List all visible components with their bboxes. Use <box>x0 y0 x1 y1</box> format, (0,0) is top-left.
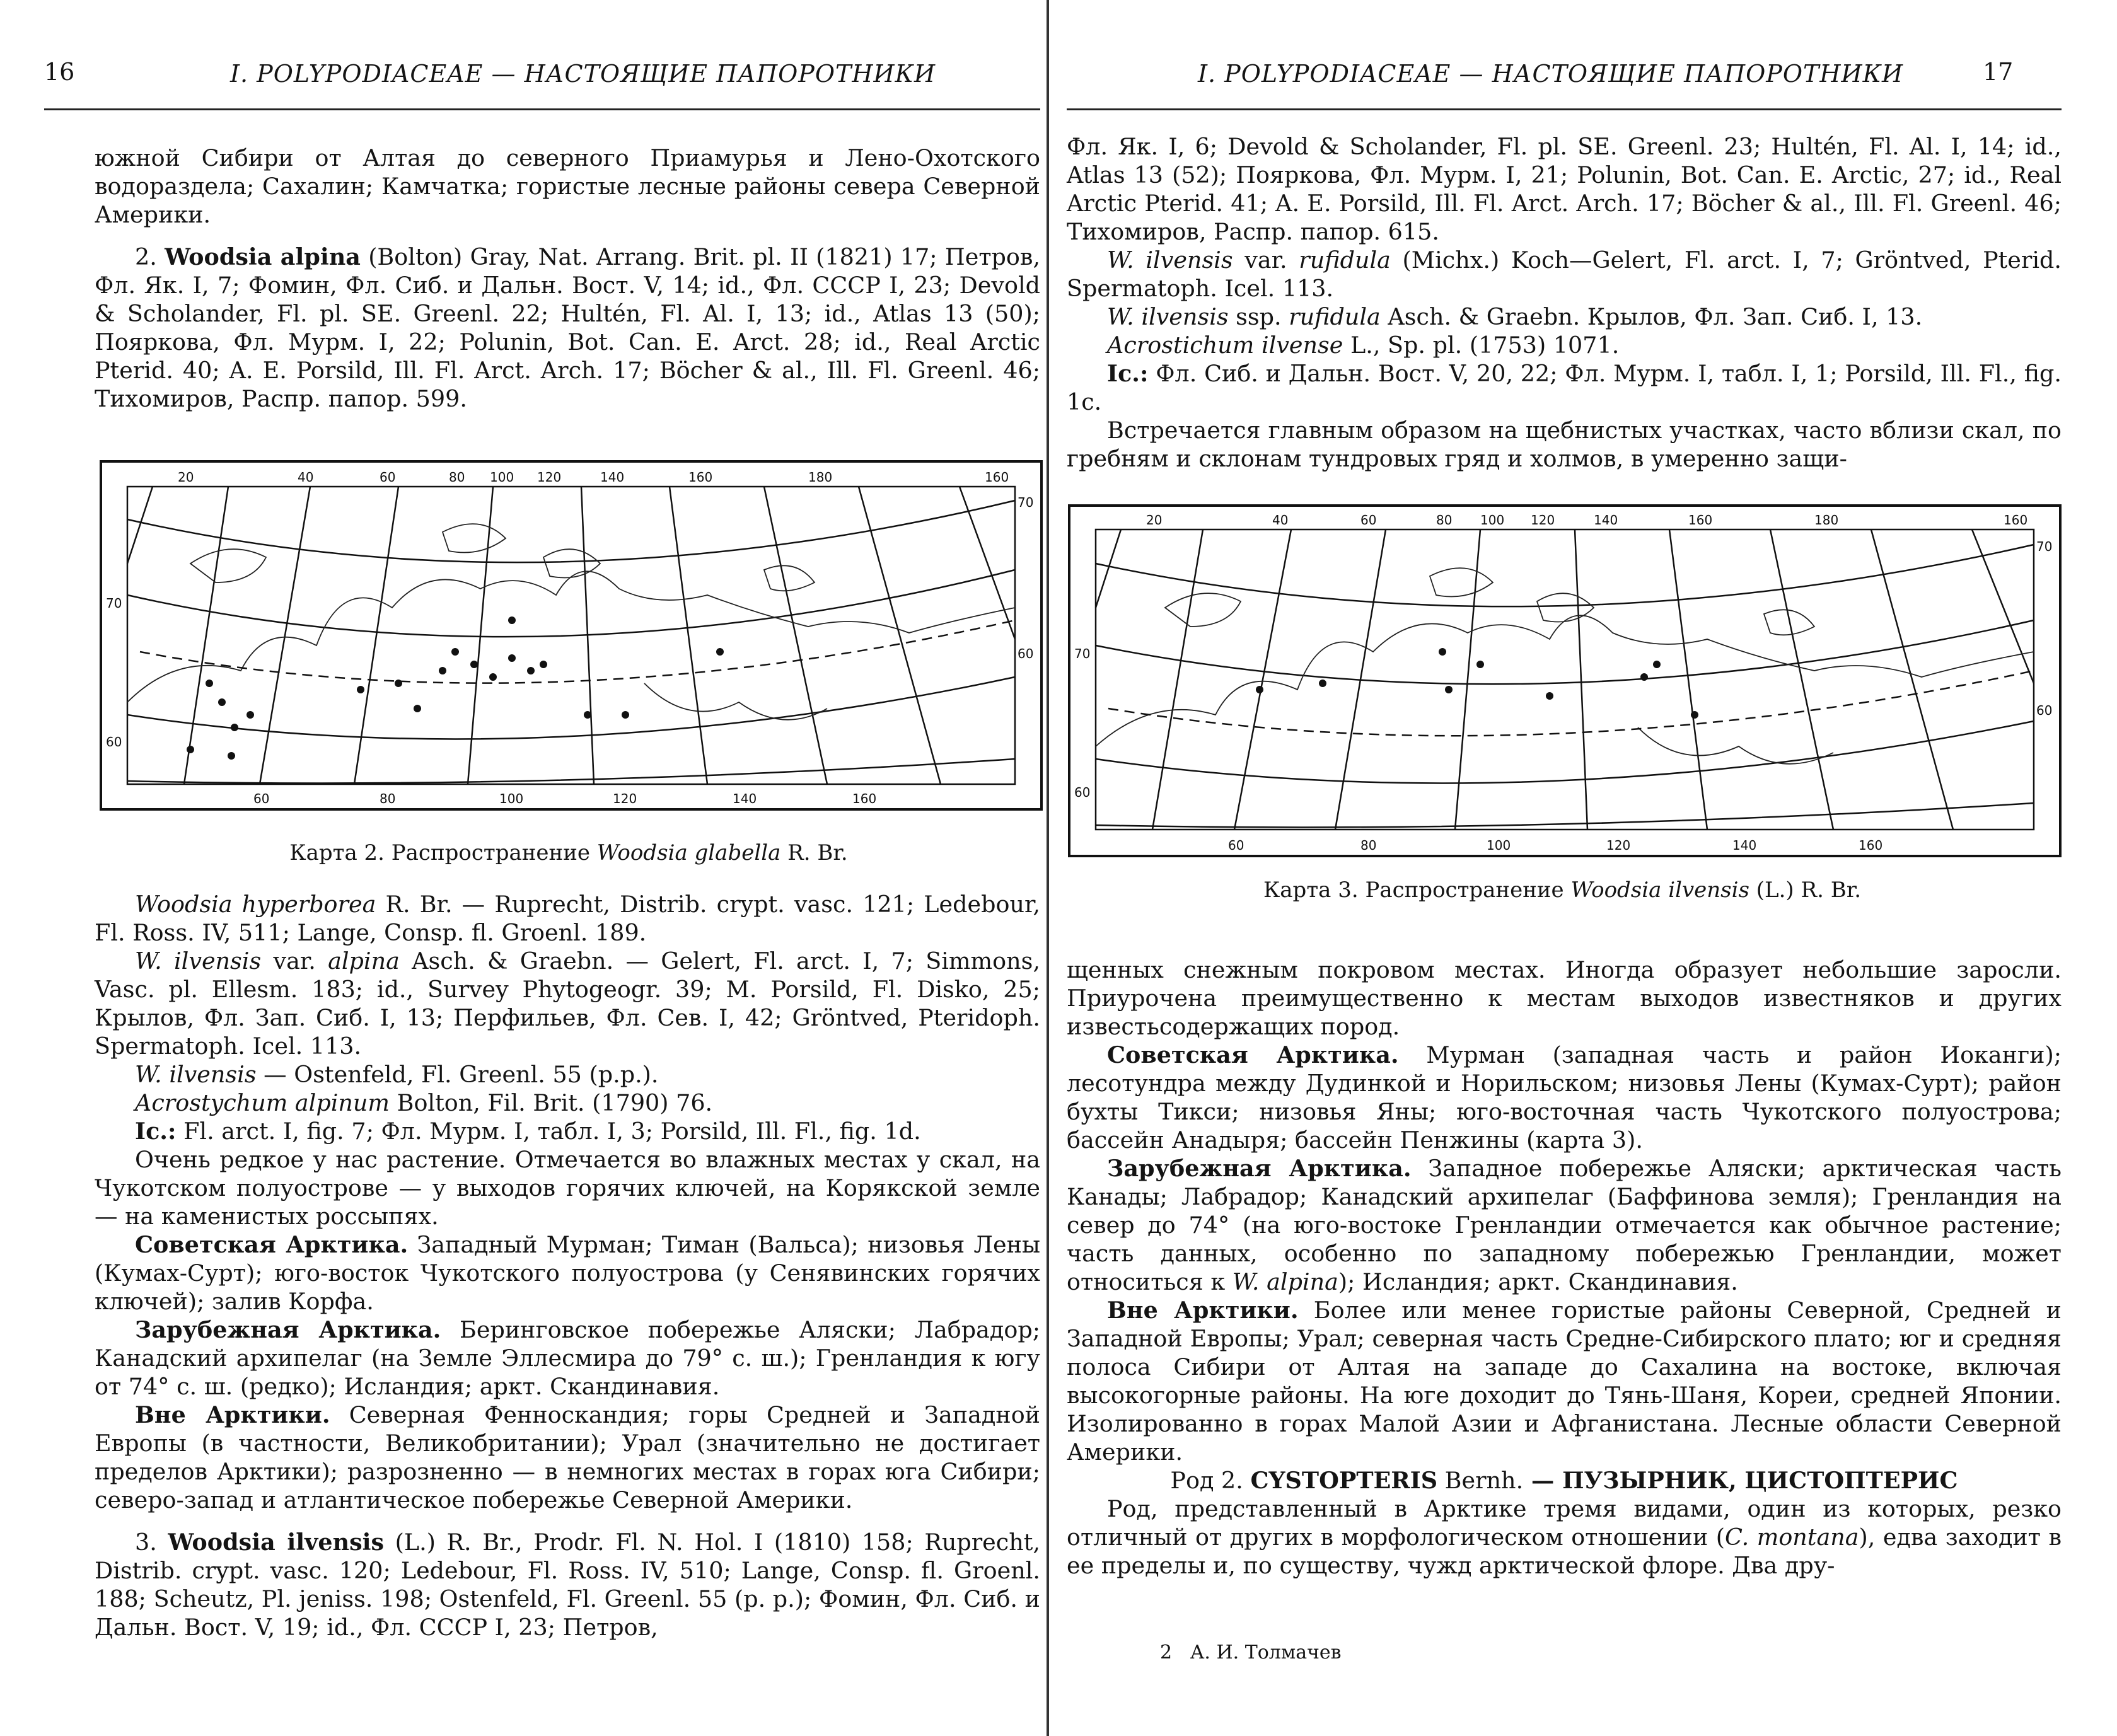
text-block-top <box>1067 132 2062 473</box>
map-label: 60 <box>1228 838 1244 853</box>
synonym: W. ilvensis var. rufidula (Michx.) Koch—Gelert, Fl. arct. I, 7; Gröntved, Pterid. Spermatoph. Icel. 113. <box>1067 246 2062 302</box>
map-label: 70 <box>106 596 122 611</box>
book-gutter <box>1047 0 1049 1736</box>
map-label: 180 <box>808 470 833 485</box>
map-label: 60 <box>380 470 396 485</box>
map-label: 20 <box>178 470 194 485</box>
species-entry: 3. Woodsia ilvensis (L.) R. Br., Prodr. Fl. N. Hol. I (1810) 158; Ruprecht, Distrib. crypt. vasc. 120; Ledebour, Fl. Ross. IV, 510; Lange, Consp. fl. Groenl. 188; Scheutz, Pl. jeniss. 198; Ostenfeld, Fl. Greenl. 55 (p. p.); Фомин, Фл. Сиб. и Дальн. Вост. V, 19; id., Фл. СССР I, 23; Петров, <box>95 1529 1040 1641</box>
distribution-foreign: Зарубежная Арктика. Западное побережье Аляски; арктическая часть Канады; Лабрадор; Канадский архипелаг (Баффинова земля); Гренландия на север до 74° (на юго-востоке Гренландии отмечается как обычное растение; часть данных, особенно по западному побережью Гренландии, может относиться к W. alpina); Исландия; аркт. Скандинавия. <box>1067 1155 2062 1295</box>
synonym: Acrostichum ilvense L., Sp. pl. (1753) 1071. <box>1107 332 1620 359</box>
signature-footer: 2 А. И. Толмачев <box>1160 1641 1342 1664</box>
icones: Ic.: Фл. Сиб. и Дальн. Вост. V, 20, 22; Фл. Мурм. I, табл. I, 1; Porsild, Ill. Fl., fig. 1c. <box>1067 360 2062 415</box>
map-label: 120 <box>613 791 637 806</box>
map-label: 100 <box>499 791 524 806</box>
synonym: Acrostychum alpinum Bolton, Fil. Brit. (1790) 76. <box>135 1089 713 1116</box>
map-label: 70 <box>1074 646 1091 661</box>
distribution-map <box>100 460 1043 811</box>
text-block-bottom <box>95 890 1040 1641</box>
icones: Ic.: Fl. arct. I, fig. 7; Фл. Мурм. I, табл. I, 3; Porsild, Ill. Fl., fig. 1d. <box>135 1118 921 1145</box>
page-number: 16 <box>44 58 75 86</box>
map-label: 140 <box>1594 512 1618 528</box>
map-label: 80 <box>449 470 465 485</box>
species-entry: 2. Woodsia alpina (Bolton) Gray, Nat. Arrang. Brit. pl. II (1821) 17; Петров, Фл. Як. I, 7; Фомин, Фл. Сиб. и Дальн. Вост. V, 14; id., Фл. СССР I, 23; Devold & Scholander, Fl. pl. SE. Greenl. 22; Hultén, Fl. Al. I, 13; id., Atlas 13 (50); Пояркова, Фл. Мурм. I, 22; Polunin, Bot. Can. E. Arct. 28; id., Real Arctic Pterid. 40; A. E. Porsild, Ill. Fl. Arct. Arch. 17; Böcher & al., Ill. Fl. Greenl. 46; Тихомиров, Распр. папор. 599. <box>95 243 1040 412</box>
map-label: 160 <box>688 470 713 485</box>
map-label: 120 <box>1531 512 1555 528</box>
map-label: 80 <box>1436 512 1453 528</box>
header-rule <box>44 108 1040 110</box>
map-label: 160 <box>985 470 1009 485</box>
page-number: 17 <box>1983 58 2014 86</box>
map-label: 100 <box>490 470 514 485</box>
map-label: 160 <box>852 791 877 806</box>
map-graphic <box>102 463 1040 808</box>
paragraph: южной Сибири от Алтая до северного Приамурья и Лено-Охотского водораздела; Сахалин; Камчатка; гористые лесные районы севера Северной Америки. <box>95 144 1040 228</box>
map-caption: Карта 2. Распространение Woodsia glabella R. Br. <box>289 840 848 865</box>
paragraph: Встречается главным образом на щебнистых участках, часто вблизи скал, по гребням и склонам тундровых гряд и холмов, в умеренно защи- <box>1067 417 2062 472</box>
map-label: 60 <box>1018 646 1034 661</box>
header-rule <box>1067 108 2062 110</box>
map-label: 160 <box>1688 512 1713 528</box>
map-label: 160 <box>1859 838 1883 853</box>
running-head: I. POLYPODIACEAE — НАСТОЯЩИЕ ПАПОРОТНИКИ <box>1198 60 1904 88</box>
map-caption: Карта 3. Распространение Woodsia ilvensis (L.) R. Br. <box>1263 877 1862 903</box>
synonym: Woodsia hyperborea R. Br. — Ruprecht, Distrib. crypt. vasc. 121; Ledebour, Fl. Ross. IV, 511; Lange, Consp. fl. Groenl. 189. <box>95 891 1040 946</box>
map-label: 140 <box>733 791 757 806</box>
map-label: 70 <box>1018 495 1034 510</box>
map-label: 120 <box>537 470 562 485</box>
species-name: Woodsia alpina <box>165 243 361 270</box>
distribution-map <box>1068 504 2062 857</box>
map-label: 60 <box>1360 512 1377 528</box>
map-label: 60 <box>2036 703 2053 718</box>
map-label: 60 <box>1074 785 1091 800</box>
map-label: 60 <box>106 734 122 749</box>
species-name: Woodsia ilvensis <box>168 1529 385 1556</box>
map-label: 100 <box>1480 512 1505 528</box>
distribution-outside: Вне Арктики. Северная Фенноскандия; горы Средней и Западной Европы (в частности, Великобритании); Урал (значительно не достигает пределов Арктики); разрозненно — в немногих местах в горах юга Сибири; северо-запад и атлантическое побережье Северной Америки. <box>95 1401 1040 1513</box>
running-head: I. POLYPODIACEAE — НАСТОЯЩИЕ ПАПОРОТНИКИ <box>230 60 936 88</box>
text-block-bottom <box>1067 956 2062 1580</box>
genus-heading: Род 2. CYSTOPTERIS Bernh. — ПУЗЫРНИК, ЦИСТОПТЕРИС <box>1170 1467 1958 1494</box>
paragraph: Род, представленный в Арктике тремя видами, один из которых, резко отличный от других в морфологическом отношении (C. montana), едва заходит в ее пределы и, по существу, чужд арктической флоре. Два дру- <box>1067 1495 2062 1579</box>
synonym: W. ilvensis var. alpina Asch. & Graebn. — Gelert, Fl. arct. I, 7; Simmons, Vasc. pl. Ellesm. 183; id., Survey Phytogeogr. 39; M. Porsild, Fl. Disko, 25; Крылов, Фл. Зап. Сиб. I, 13; Перфильев, Фл. Сев. I, 42; Gröntved, Pteridoph. Spermatoph. Icel. 113. <box>95 947 1040 1060</box>
right-page <box>1059 0 2117 1736</box>
map-label: 140 <box>1732 838 1757 853</box>
distribution-foreign: Зарубежная Арктика. Беринговское побережье Аляски; Лабрадор; Канадский архипелаг (на Земле Эллесмира до 79° с. ш.); Гренландия к югу от 74° с. ш. (редко); Исландия; аркт. Скандинавия. <box>95 1316 1040 1400</box>
map-label: 80 <box>1360 838 1377 853</box>
left-page <box>0 0 1043 1736</box>
map-label: 40 <box>298 470 314 485</box>
map-label: 80 <box>380 791 396 806</box>
text-block-top <box>95 144 1040 413</box>
paragraph: щенных снежным покровом местах. Иногда образует небольшие заросли. Приурочена преимущественно к местам выходов известняков и других известьсодержащих пород. <box>1067 956 2062 1040</box>
distribution-soviet: Советская Арктика. Мурман (западная часть и район Иоканги); лесотундра между Дудинкой и Норильском; низовья Лены (Кумах-Сурт); район бухты Тикси; низовья Яны; юго-восточная часть Чукотского полуострова; бассейн Анадыря; бассейн Пенжины (карта 3). <box>1067 1041 2062 1154</box>
map-label: 120 <box>1606 838 1631 853</box>
map-label: 180 <box>1814 512 1839 528</box>
paragraph: Очень редкое у нас растение. Отмечается во влажных местах у скал, на Чукотском полуострове — у выходов горячих ключей, на Корякской земле — на каменистых россыпях. <box>95 1146 1040 1230</box>
distribution-soviet: Советская Арктика. Западный Мурман; Тиман (Вальса); низовья Лены (Кумах-Сурт); юго-восток Чукотского полуострова (у Сенявинских горячих ключей); залив Корфа. <box>95 1231 1040 1315</box>
synonym: W. ilvensis — Ostenfeld, Fl. Greenl. 55 (p.p.). <box>135 1061 659 1088</box>
map-graphic <box>1070 507 2059 855</box>
map-label: 70 <box>2036 539 2053 554</box>
paragraph: Фл. Як. I, 6; Devold & Scholander, Fl. pl. SE. Greenl. 23; Hultén, Fl. Al. I, 14; id., Atlas 13 (52); Пояркова, Фл. Мурм. I, 21; Polunin, Bot. Can. E. Arctic, 27; id., Real Arctic Pterid. 41; A. E. Porsild, Ill. Fl. Arct. Arch. 17; Böcher & al., Ill. Fl. Greenl. 46; Тихомиров, Распр. папор. 615. <box>1067 133 2062 245</box>
synonym: W. ilvensis ssp. rufidula Asch. & Graebn. Крылов, Фл. Зап. Сиб. I, 13. <box>1107 303 1923 330</box>
map-label: 40 <box>1272 512 1289 528</box>
map-label: 60 <box>253 791 270 806</box>
map-label: 100 <box>1487 838 1511 853</box>
map-label: 140 <box>600 470 625 485</box>
distribution-outside: Вне Арктики. Более или менее гористые районы Северной, Средней и Западной Европы; Урал; северная часть Средне-Сибирского плато; юг и средняя полоса Сибири от Алтая на западе до Сахалина на востоке, включая высокогорные районы. На юге доходит до Тянь-Шаня, Кореи, средней Японии. Изолированно в горах Малой Азии и Афганистана. Лесные области Северной Америки. <box>1067 1297 2062 1466</box>
map-label: 160 <box>2004 512 2028 528</box>
map-label: 20 <box>1146 512 1163 528</box>
